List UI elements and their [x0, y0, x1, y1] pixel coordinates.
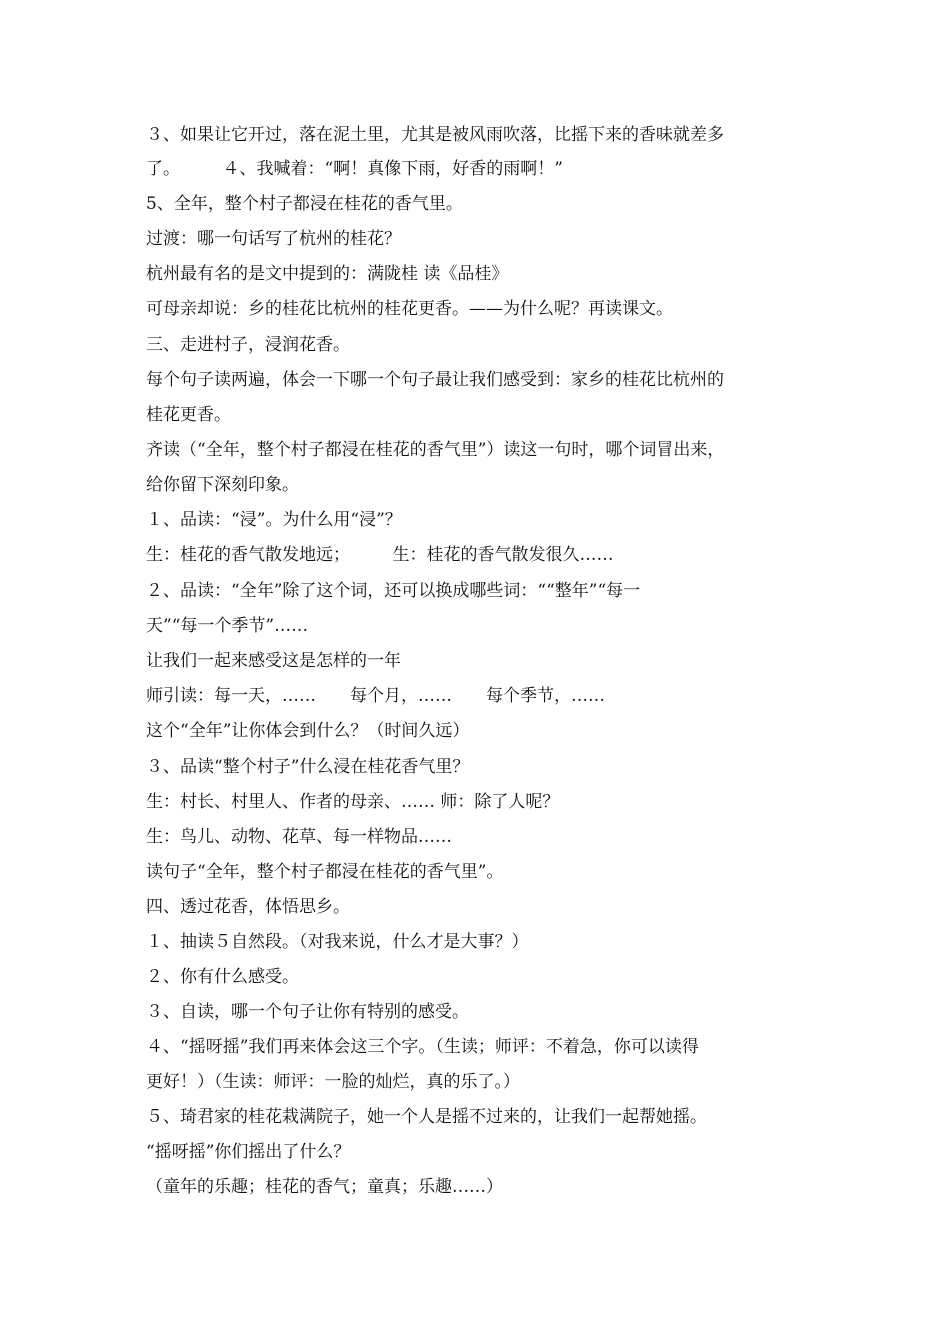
- text-line-28: 更好！）（生读：师评：一脸的灿烂，真的乐了。）: [146, 1072, 520, 1092]
- text-line-16: 让我们一起来感受这是怎样的一年: [146, 651, 401, 671]
- text-line-21: 生：鸟儿、动物、花草、每一样物品……: [146, 827, 452, 847]
- text-line-10: 齐读（“全年，整个村子都浸在桂花的香气里”）读这一句时，哪个词冒出来，: [146, 440, 725, 460]
- text-line-25: ２、你有什么感受。: [146, 967, 299, 987]
- text-line-11: 给你留下深刻印象。: [146, 475, 299, 495]
- text-line-15: 天”“每一个季节”……: [146, 616, 309, 636]
- text-line-3: 5、全年，整个村子都浸在桂花的香气里。: [146, 194, 463, 214]
- text-line-18: 这个“全年”让你体会到什么？（时间久远）: [146, 721, 470, 741]
- text-line-5: 杭州最有名的是文中提到的：满陇桂 读《品桂》: [146, 264, 509, 284]
- text-line-30: “摇呀摇”你们摇出了什么？: [146, 1142, 351, 1162]
- text-line-2: 了。 ４、我喊着：“啊！真像下雨，好香的雨啊！”: [146, 159, 563, 179]
- text-line-4: 过渡：哪一句话写了杭州的桂花？: [146, 229, 401, 249]
- text-line-17: 师引读：每一天，…… 每个月，…… 每个季节，……: [146, 686, 605, 706]
- text-line-19: ３、品读“整个村子”什么浸在桂花香气里？: [146, 757, 470, 777]
- text-line-31: （童年的乐趣；桂花的香气；童真；乐趣……）: [146, 1177, 503, 1197]
- text-line-7: 三、走进村子，浸润花香。: [146, 335, 350, 355]
- text-line-12: １、品读：“浸”。为什么用“浸”？: [146, 510, 402, 530]
- text-line-13: 生：桂花的香气散发地远； 生：桂花的香气散发很久……: [146, 545, 614, 565]
- text-line-20: 生：村长、村里人、作者的母亲、…… 师：除了人呢？: [146, 792, 560, 812]
- text-line-24: １、抽读５自然段。（对我来说，什么才是大事？）: [146, 932, 529, 952]
- text-line-9: 桂花更香。: [146, 405, 231, 425]
- text-line-6: 可母亲却说：乡的桂花比杭州的桂花更香。——为什么呢？再读课文。: [146, 299, 673, 319]
- text-line-27: ４、“摇呀摇”我们再来体会这三个字。（生读；师评：不着急，你可以读得: [146, 1037, 699, 1057]
- text-line-1: ３、如果让它开过，落在泥土里，尤其是被风雨吹落，比摇下来的香味就差多: [146, 125, 724, 145]
- text-line-14: ２、品读：“全年”除了这个词，还可以换成哪些词：““整年”“每一: [146, 581, 641, 601]
- text-line-29: ５、琦君家的桂花栽满院子，她一个人是摇不过来的，让我们一起帮她摇。: [146, 1107, 707, 1127]
- text-line-26: ３、自读，哪一个句子让你有特别的感受。: [146, 1002, 469, 1022]
- text-line-8: 每个句子读两遍，体会一下哪一个句子最让我们感受到：家乡的桂花比杭州的: [146, 370, 724, 390]
- text-line-23: 四、透过花香，体悟思乡。: [146, 897, 350, 917]
- text-line-22: 读句子“全年，整个村子都浸在桂花的香气里”。: [146, 862, 504, 882]
